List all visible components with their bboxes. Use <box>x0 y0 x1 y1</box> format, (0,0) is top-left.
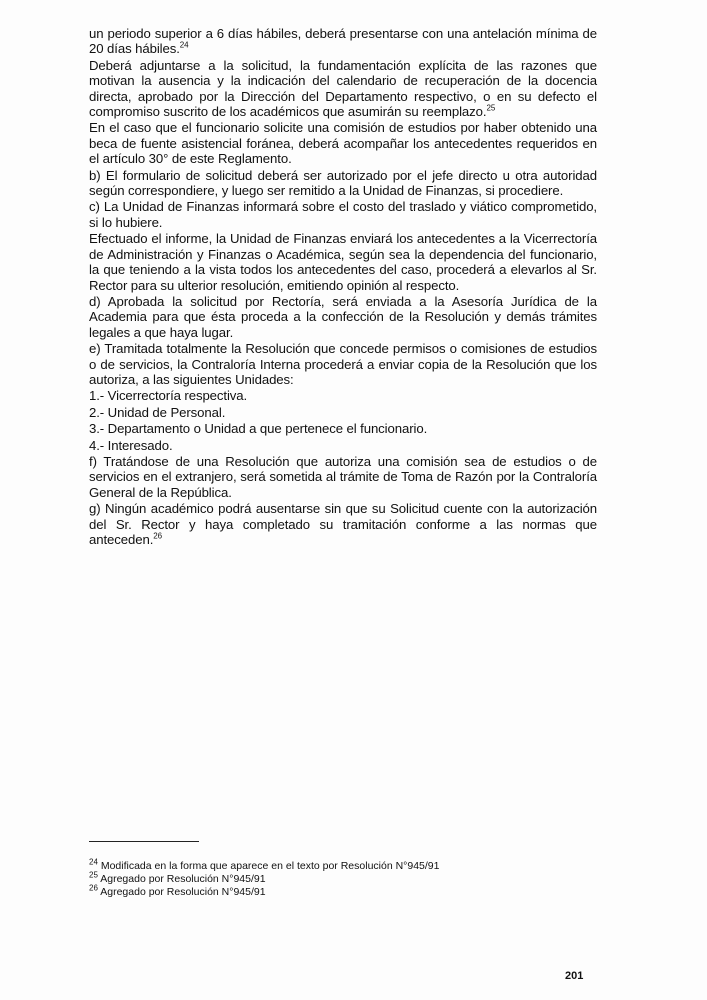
paragraph-f: f) Tratándose de una Resolución que autoriza una comisión sea de estudios o de servicios en el extranjero, será sometida al trámite de Toma de Razón por la Contraloría General de la República. <box>89 453 597 500</box>
footnote-25: $^{25}$ Agregado por Resolución N°945/91 <box>89 870 266 885</box>
list-item-4: 4.- Interesado. <box>89 437 173 453</box>
paragraph-g: g) Ningún académico podrá ausentarse sin que su Solicitud cuente con la autorización del Sr. Rector y haya completado su tramitación conforme a las normas que anteceden.$^{26}$ <box>89 501 597 547</box>
body-text <box>89 26 597 548</box>
paragraph-scholarship: En el caso que el funcionario solicite una comisión de estudios por haber obtenido una beca de fuente asistencial foránea, deberá acompañar los antecedentes requeridos en el artículo 30° de este Reglamento. <box>89 120 597 167</box>
list-item-2: 2.- Unidad de Personal. <box>89 404 226 420</box>
paragraph-continuation: un periodo superior a 6 días hábiles, deberá presentarse con una antelación mínima de 20 días hábiles.$^{24}$ <box>89 26 597 57</box>
paragraph-e: e) Tramitada totalmente la Resolución que concede permisos o comisiones de estudios o de servicios, la Contraloría Interna procederá a enviar copia de la Resolución que los autoriza, a las siguientes Unidades: <box>89 341 597 387</box>
paragraph-report: Efectuado el informe, la Unidad de Finanzas enviará los antecedentes a la Vicerrectoría de Administración y Finanzas o Académica, según sea la dependencia del funcionario, la que teniendo a la vista todos los antecedentes del caso, procederá a elevarlos al Sr. Rector para su ulterior resolución, emitiendo opinión al respecto. <box>89 231 597 293</box>
list-item-1: 1.- Vicerrectoría respectiva. <box>89 388 248 404</box>
footnote-ref-24: 24 <box>179 41 189 51</box>
footnote-ref-25: 25 <box>486 103 496 113</box>
paragraph-c: c) La Unidad de Finanzas informará sobre el costo del traslado y viático comprometido, si lo hubiere. <box>89 199 597 230</box>
footnote-26: $^{26}$ Agregado por Resolución N°945/91 <box>89 883 266 898</box>
page-number: 201 <box>565 970 584 982</box>
paragraph-b: b) El formulario de solicitud deberá ser autorizado por el jefe directo u otra autoridad según correspondiere, y luego ser remitido a la Unidad de Finanzas, si procediere. <box>89 167 597 199</box>
footnote-divider <box>89 841 199 842</box>
footnote-24: $^{24}$ Modificada en la forma que aparece en el texto por Resolución N°945/91 <box>89 857 440 872</box>
footnote-ref-26: 26 <box>153 531 162 541</box>
footnotes <box>89 857 589 899</box>
paragraph-d: d) Aprobada la solicitud por Rectoría, será enviada a la Asesoría Jurídica de la Academia para que ésta proceda a la confección de la Resolución y demás trámites legales a que haya lugar. <box>89 293 597 340</box>
paragraph-attachment: Deberá adjuntarse a la solicitud, la fundamentación explícita de las razones que motivan la ausencia y la indicación del calendario de recuperación de la docencia directa, aprobado por la Dirección del Departamento respectivo, o en su defecto el compromiso suscrito de los académicos que asumirán su reemplazo.$^{25}$ <box>89 57 597 120</box>
list-item-3: 3.- Departamento o Unidad a que pertenece el funcionario. <box>89 421 428 437</box>
